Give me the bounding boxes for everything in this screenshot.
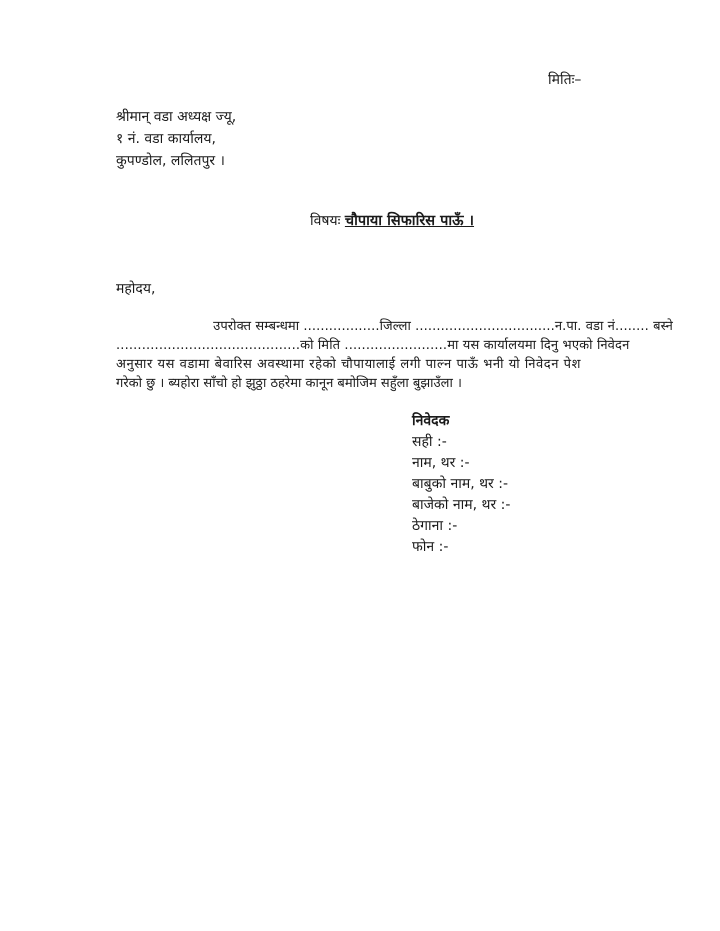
subject-text: चौपाया सिफारिस पाऊँ । (344, 213, 475, 229)
date-line: मितिः– (548, 72, 582, 88)
recipient-title: श्रीमान् वडा अध्यक्ष ज्यू, (116, 109, 237, 125)
name-label: नाम, थर :- (412, 455, 470, 471)
signature-label: सही :- (412, 434, 447, 450)
body-line-4: गरेको छु । ब्यहोरा साँचो हो झुठ्ठा ठहरेमा कानून बमोजिम सहुँला बुझाउँला । (116, 376, 462, 391)
address-label: ठेगाना :- (412, 518, 458, 534)
grandfather-name-label: बाजेको नाम, थर :- (412, 497, 511, 513)
recipient-office: १ नं. वडा कार्यालय, (116, 131, 216, 147)
recipient-location: कुपण्डोल, ललितपुर । (116, 153, 225, 169)
subject-line (310, 210, 474, 230)
phone-label: फोन :- (412, 539, 449, 555)
applicant-heading: निवेदक (412, 413, 450, 429)
subject-prefix: विषयः (310, 213, 341, 229)
body-line-2: ...........................................को मिति ........................मा यस कार्यालयमा दिनु भएको निवेदन (116, 338, 630, 353)
applicant-block (412, 411, 510, 558)
father-name-label: बाबुको नाम, थर :- (412, 476, 509, 492)
recipient-address (116, 106, 236, 172)
salutation: महोदय, (116, 281, 156, 297)
body-line-3: अनुसार यस वडामा बेवारिस अवस्थामा रहेको चौपायालाई लगी पाल्न पाऊँ भनी यो निवेदन पेश (116, 357, 581, 372)
body-line-1: उपरोक्त सम्बन्धमा ..................जिल्ला .................................न.पा. वडा नं........ बस्ने (213, 319, 673, 334)
